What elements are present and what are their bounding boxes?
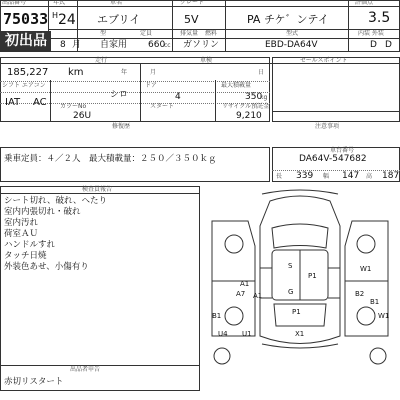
displacement-sublabel: 排気量 bbox=[180, 30, 199, 37]
inspection-year: 年 bbox=[121, 69, 128, 76]
damage-code-label: U1 bbox=[242, 330, 252, 338]
right-front-wheel bbox=[357, 235, 375, 253]
damage-code-label: G bbox=[288, 288, 294, 296]
int-ext-sublabel: 内装 外装 bbox=[358, 30, 384, 37]
cargo-line: 乗車定員：４／２人 最大積載量：２５０／３５０ｋｇ bbox=[4, 154, 217, 164]
remark-line: 室内内張切れ・破れ bbox=[4, 207, 81, 217]
year-col-label: 年式 bbox=[53, 0, 66, 6]
remark-line: 荷室ＡＵ bbox=[4, 229, 39, 239]
inspection-month: 月 bbox=[150, 69, 157, 76]
damage-code-label: P1 bbox=[308, 272, 317, 280]
fuel: ガソリン bbox=[183, 40, 220, 50]
exterior-grade: D bbox=[385, 40, 392, 50]
dims-label-l: 長 bbox=[276, 173, 283, 180]
score-col-label: 評価点 bbox=[355, 0, 374, 6]
month-unit: 月 bbox=[72, 40, 82, 50]
damage-code-label: W1 bbox=[378, 312, 390, 320]
damage-code-label: W1 bbox=[360, 265, 372, 273]
right-rear-wheel bbox=[357, 307, 375, 325]
seller-declaration-label: 出品者申告 bbox=[70, 366, 101, 373]
ac-mission-label: シフト エアコン bbox=[2, 82, 46, 89]
remark-line: ハンドルすれ bbox=[4, 240, 56, 250]
damage-code-label: X1 bbox=[295, 330, 305, 338]
remark-line: タッチ日焼 bbox=[4, 251, 47, 261]
mileage-label: 走行 bbox=[95, 57, 108, 64]
mileage: 185,227 bbox=[7, 67, 49, 78]
load-capacity: 350 bbox=[245, 92, 263, 102]
lot-col-label: 出品番号 bbox=[2, 0, 27, 6]
model-col-label: 車名 bbox=[110, 0, 123, 6]
aircon: AC bbox=[33, 97, 47, 108]
damage-code-label: B2 bbox=[355, 290, 365, 298]
dims-width: 147 bbox=[342, 171, 360, 181]
equipment-section-label: セールスポイント bbox=[300, 57, 348, 64]
bottom-right-wheel bbox=[370, 348, 386, 364]
start-price: 9,210 bbox=[236, 111, 262, 121]
dims-label-h: 高 bbox=[366, 173, 373, 180]
recycle-note: 修復歴 bbox=[112, 123, 131, 130]
damage-code-label: A1 bbox=[253, 292, 263, 300]
windshield bbox=[272, 224, 328, 248]
damage-code-label: P1 bbox=[292, 308, 301, 316]
year: 24 bbox=[58, 12, 76, 28]
color-no-label: カラーNo bbox=[60, 103, 87, 110]
damage-code-label: A1 bbox=[240, 280, 250, 288]
damage-code-label: A7 bbox=[236, 290, 246, 298]
left-front-wheel bbox=[225, 235, 243, 253]
remark-line: 室内汚れ bbox=[4, 218, 39, 228]
displacement: 660 bbox=[148, 40, 166, 50]
recycle-label: リサイクル預託金 bbox=[222, 103, 270, 110]
color-code: 26U bbox=[73, 111, 92, 121]
start-price-label: スタート bbox=[150, 103, 175, 110]
year-era: H bbox=[52, 11, 59, 20]
score: 3.5 bbox=[368, 10, 391, 26]
cargo-frame bbox=[0, 147, 270, 182]
chassis-label: 車台番号 bbox=[330, 147, 355, 154]
load-unit: kg bbox=[260, 94, 268, 101]
left-rear-wheel bbox=[225, 307, 243, 325]
inspector-title: 検査員報告 bbox=[82, 186, 113, 193]
seller-declaration: 赤切リスタート bbox=[4, 377, 64, 387]
notes-label: 注意事項 bbox=[315, 123, 340, 130]
displacement-unit: cc bbox=[164, 42, 171, 49]
grade-col-label: グレード bbox=[180, 0, 205, 6]
damage-code-label: B1 bbox=[370, 298, 380, 306]
damage-diagram bbox=[200, 186, 400, 391]
fuel-sublabel: 燃料 bbox=[205, 30, 218, 37]
car-name: エブリイ bbox=[97, 13, 141, 26]
chassis-number: DA64V-547682 bbox=[299, 154, 367, 164]
damage-code-label: B1 bbox=[212, 312, 222, 320]
remark-line: シート切れ、破れ、へたり bbox=[4, 196, 108, 206]
usage: 自家用 bbox=[100, 40, 128, 50]
dims-height: 187 bbox=[382, 171, 400, 181]
first-listing-badge: 初出品 bbox=[1, 32, 51, 48]
transmission: IAT bbox=[5, 97, 21, 108]
grade-code: 5V bbox=[184, 13, 199, 26]
color: シロ bbox=[110, 90, 129, 100]
load-capacity-label: 最大積載量 bbox=[221, 82, 252, 89]
equipment-frame bbox=[272, 57, 400, 122]
inspection-label: 車検 bbox=[200, 57, 213, 64]
capacity-sublabel: 定員 bbox=[140, 30, 153, 37]
month: 8 bbox=[60, 40, 66, 50]
grade: PA チケ゛ンテイ bbox=[247, 13, 329, 26]
mileage-unit: km bbox=[68, 67, 84, 78]
damage-code-label: U4 bbox=[218, 330, 228, 338]
interior-grade: D bbox=[370, 40, 377, 50]
inspection-day: 日 bbox=[258, 69, 265, 76]
model-code-sublabel: 型式 bbox=[286, 30, 299, 37]
damage-code-label: S bbox=[288, 262, 293, 270]
dims-label-w: 幅 bbox=[323, 173, 330, 180]
front-bumper bbox=[262, 190, 338, 194]
doors-label: ドア bbox=[145, 82, 157, 89]
type-sublabel: 型 bbox=[100, 30, 107, 37]
bottom-left-wheel bbox=[214, 348, 230, 364]
doors: 4 bbox=[175, 92, 181, 102]
rear-bumper bbox=[262, 344, 338, 348]
lot-number: 75033 bbox=[3, 10, 49, 28]
dims-length: 339 bbox=[296, 171, 314, 181]
remark-line: 外装色あせ、小傷有り bbox=[4, 262, 89, 272]
model-code: EBD-DA64V bbox=[265, 40, 318, 50]
